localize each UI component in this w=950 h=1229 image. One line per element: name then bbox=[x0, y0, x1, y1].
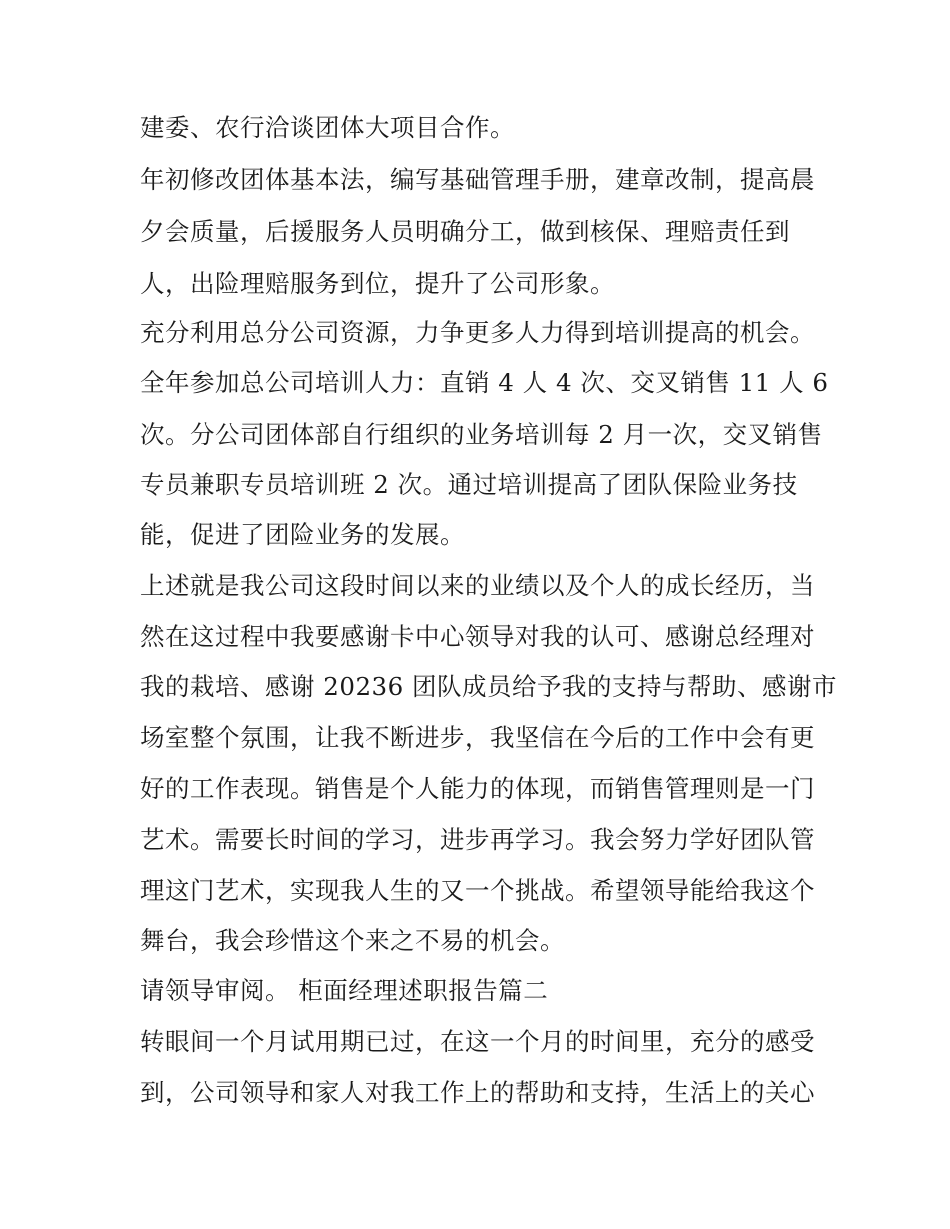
text-line: 全年参加总公司培训人力：直销 4 人 4 次、交叉销售 11 人 6 bbox=[140, 368, 829, 397]
text-line: 请领导审阅。 柜面经理述职报告篇二 bbox=[140, 976, 549, 1005]
text-line: 年初修改团体基本法，编写基础管理手册，建章改制，提高晨 bbox=[140, 165, 815, 194]
text-line: 建委、农行洽谈团体大项目合作。 bbox=[140, 113, 515, 142]
text-line: 充分利用总分公司资源，力争更多人力得到培训提高的机会。 bbox=[140, 318, 815, 347]
text-line: 舞台，我会珍惜这个来之不易的机会。 bbox=[140, 926, 565, 955]
text-line: 次。分公司团体部自行组织的业务培训每 2 月一次，交叉销售 bbox=[140, 420, 823, 449]
text-line: 好的工作表现。销售是个人能力的体现，而销售管理则是一门 bbox=[140, 774, 815, 803]
text-line: 转眼间一个月试用期已过，在这一个月的时间里，充分的感受 bbox=[140, 1027, 815, 1056]
text-line: 夕会质量，后援服务人员明确分工，做到核保、理赔责任到 bbox=[140, 217, 790, 246]
text-line: 能，促进了团险业务的发展。 bbox=[140, 520, 465, 549]
text-line: 艺术。需要长时间的学习，进步再学习。我会努力学好团队管 bbox=[140, 825, 815, 854]
text-line: 上述就是我公司这段时间以来的业绩以及个人的成长经历，当 bbox=[140, 571, 815, 600]
text-line: 到，公司领导和家人对我工作上的帮助和支持，生活上的关心 bbox=[140, 1078, 815, 1107]
text-line: 然在这过程中我要感谢卡中心领导对我的认可、感谢总经理对 bbox=[140, 622, 815, 651]
text-line: 场室整个氛围，让我不断进步，我坚信在今后的工作中会有更 bbox=[140, 723, 815, 752]
text-line: 我的栽培、感谢 20236 团队成员给予我的支持与帮助、感谢市 bbox=[140, 672, 838, 701]
text-line: 人，出险理赔服务到位，提升了公司形象。 bbox=[140, 269, 615, 298]
text-line: 理这门艺术，实现我人生的又一个挑战。希望领导能给我这个 bbox=[140, 876, 815, 905]
text-line: 专员兼职专员培训班 2 次。通过培训提高了团队保险业务技 bbox=[140, 470, 798, 499]
